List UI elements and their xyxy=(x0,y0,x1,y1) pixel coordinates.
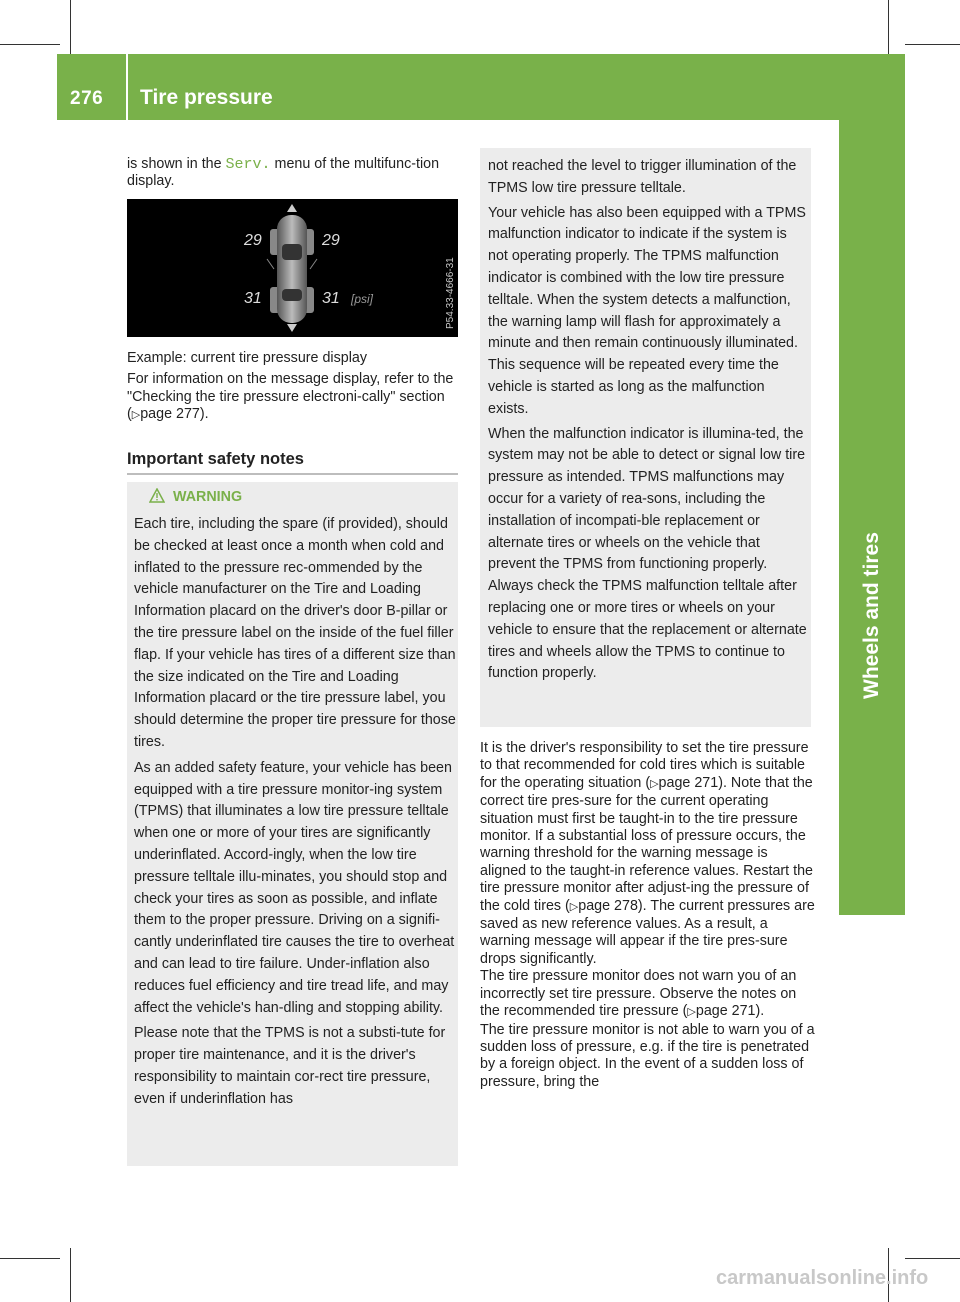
crop-mark xyxy=(905,1258,960,1259)
page-ref-link[interactable]: page 271 xyxy=(658,774,719,791)
rear-right-pressure: 31 xyxy=(322,290,340,307)
serv-menu-label: Serv. xyxy=(225,156,271,173)
crop-mark xyxy=(70,0,71,60)
body-paragraph: The tire pressure monitor does not warn you of an incorrectly set tire pressure. Observe the notes on the recommended tire pressure (▷page 271). xyxy=(480,968,797,1020)
intro-text: is shown in the Serv. menu of the multifunc-tion display. xyxy=(127,156,440,190)
warning-paragraph: Please note that the TPMS is not a substi-tute for proper tire maintenance, and it is the driver's responsibility to maintain cor-rect tire pressure, even if underinflation has xyxy=(134,1025,446,1107)
crop-mark xyxy=(888,0,889,60)
section-title: Important safety notes xyxy=(127,450,304,468)
body-paragraph: It is the driver's responsibility to set the tire pressure to that recommended for cold tires which is suitable for the operating situation (▷page 271). Note that the correct tire pres-sure for the current operating situation must first be taught-in to the tire pressure monitor. If a substantial loss of pressure occurs, the warning threshold for the warning message is aligned to the taught-in reference values. Restart the tire pressure monitor after adjust-ing the pressure of the cold tires (▷page 278). The current pressures are saved as new reference values. As a result, a warning message will appear if the tire pres-sure drops significantly. xyxy=(480,740,815,967)
warning-box xyxy=(127,482,458,1166)
crop-mark xyxy=(0,44,60,45)
body-text xyxy=(480,740,815,1091)
figure-code: P54.33-4666-31 xyxy=(445,257,456,329)
watermark: carmanualsonline.info xyxy=(716,1267,929,1289)
warning-title: WARNING xyxy=(149,488,242,507)
warning-paragraph: Each tire, including the spare (if provided), should be checked at least once a month when cold and inflated to the pressure rec-ommended by the vehicle manufacturer on the Tire and Loading Information placard on the driver's door B-pillar or the tire pressure label on the inside of the fuel filler flap. If your vehicle has tires of a different size than the size indicated on the Tire and Loading Information placard or the tire pressure label, you should determine the proper tire pressure for those tires. xyxy=(134,516,456,750)
warning-triangle-icon xyxy=(149,488,165,507)
side-tab-label xyxy=(857,631,887,699)
car-top-view-icon xyxy=(127,199,458,337)
page-ref-link[interactable]: page 278 xyxy=(578,897,638,914)
page-ref-link[interactable]: page 271 xyxy=(695,1003,756,1020)
caption-info: For information on the message display, refer to the "Checking the tire pressure electroni-cally" section (▷page 277). xyxy=(127,371,454,423)
crop-mark xyxy=(70,1248,71,1302)
warning-box-continued xyxy=(480,148,811,727)
header-separator xyxy=(126,54,128,120)
pressure-unit: [psi] xyxy=(351,292,374,306)
side-tab xyxy=(839,120,905,915)
warning-paragraph: Your vehicle has also been equipped with a TPMS malfunction indicator to indicate if the system is not operating properly. The TPMS malfunction indicator is combined with the low tire pressure telltale. When the system detects a malfunction, the warning lamp will flash for approximately a minute and then remain continuously illuminated. This sequence will be repeated every time the vehicle is started as long as the malfunction exists. xyxy=(488,204,806,417)
crop-mark xyxy=(905,44,960,45)
warning-paragraph: not reached the level to trigger illumination of the TPMS low tire pressure telltale. xyxy=(488,158,797,196)
caption-example: Example: current tire pressure display xyxy=(127,350,367,366)
warning-paragraph: When the malfunction indicator is illumina-ted, the system may not be able to detect or signal low tire pressure as intended. TPMS malfunctions may occur for a variety of rea-sons, including the installation of incompati-ble replacement or alternate tires or wheels on the vehicle that prevent the TPMS from functioning properly. Always check the TPMS malfunction telltale after replacing one or more tires or wheels on your vehicle to ensure that the replacement or alternate tires and wheels allow the TPMS to continue to function properly. xyxy=(488,425,807,682)
figure-caption xyxy=(127,350,462,429)
warning-paragraph: As an added safety feature, your vehicle has been equipped with a tire pressure monitor-ing system (TPMS) that illuminates a low tire pressure telltale when one or more of your tires are significantly underinflated. Accord-ingly, when the low tire pressure telltale illu-minates, you should stop and check your tires as soon as possible, and inflate them to the proper pressure. Driving on a signifi-cantly underinflated tire causes the tire to overheat and can lead to tire failure. Under-inflation also reduces fuel efficiency and tire tread life, and may affect the vehicle's han-dling and stopping ability. xyxy=(134,759,455,1016)
page-ref-link[interactable]: page 277 xyxy=(140,406,200,423)
crop-mark xyxy=(0,1258,60,1259)
rear-left-pressure: 31 xyxy=(244,290,262,307)
body-paragraph: The tire pressure monitor is not able to warn you of a sudden loss of pressure, e.g. if the tire is penetrated by a foreign object. In the event of a sudden loss of pressure, bring the xyxy=(480,1021,815,1090)
front-right-pressure: 29 xyxy=(322,232,340,249)
section-divider xyxy=(127,473,458,475)
front-left-pressure: 29 xyxy=(244,232,262,249)
page-number: 276 xyxy=(70,88,104,109)
tire-pressure-display-image xyxy=(127,199,458,337)
page-title: Tire pressure xyxy=(140,86,273,109)
